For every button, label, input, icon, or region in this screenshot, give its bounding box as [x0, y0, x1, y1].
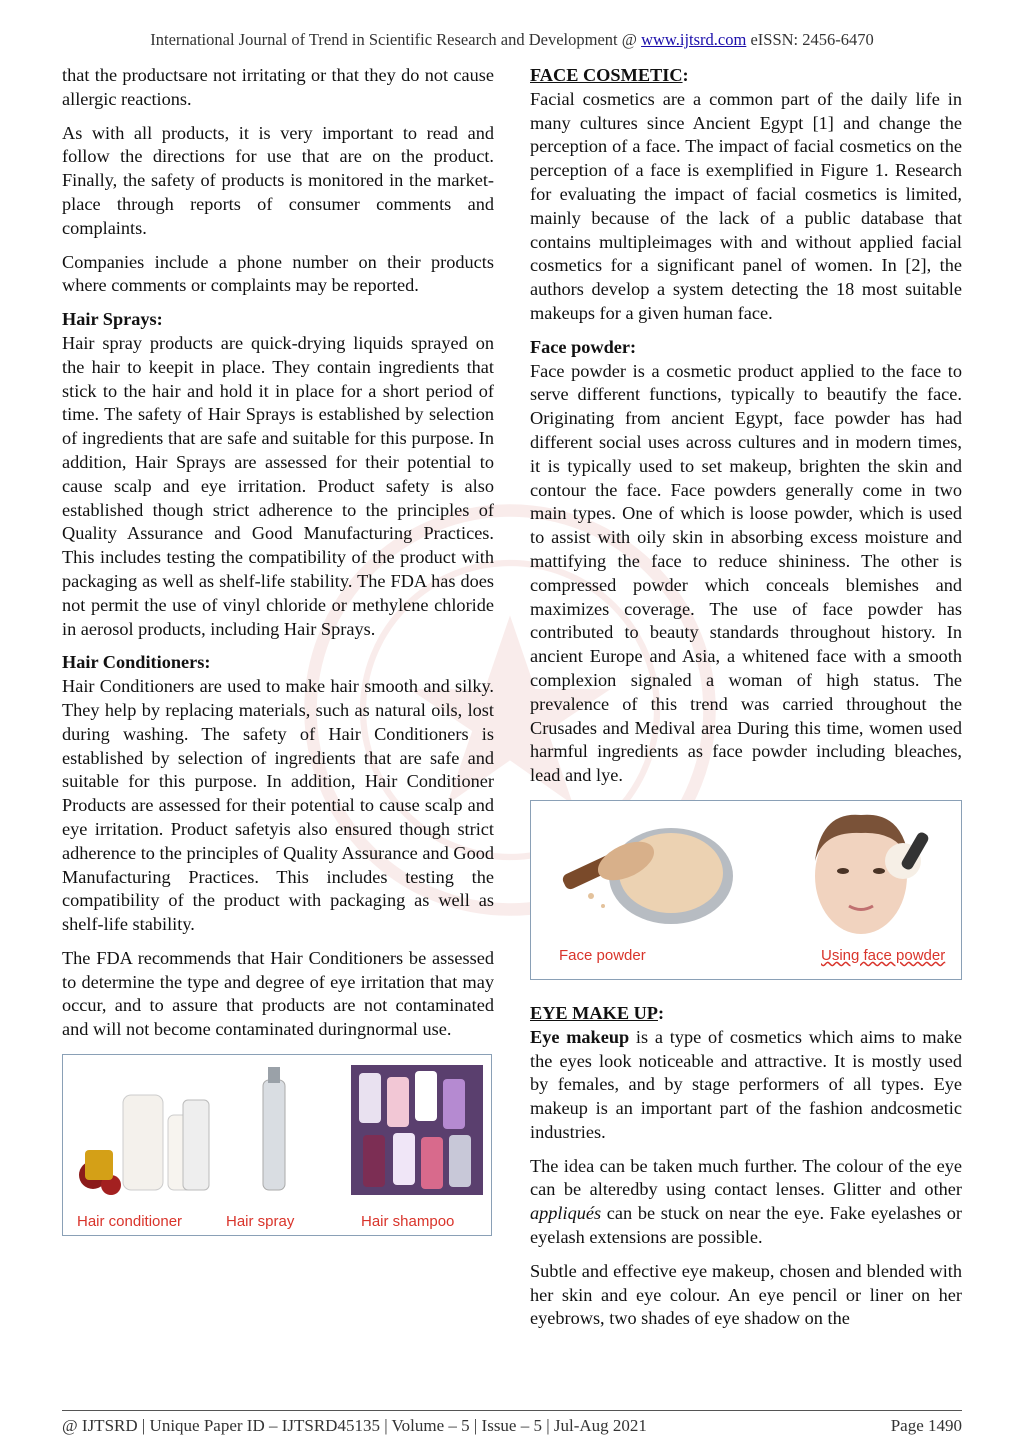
face-powder-figure — [530, 800, 962, 980]
page-number: Page 1490 — [890, 1416, 962, 1435]
running-footer — [62, 1416, 962, 1436]
section-heading-face-powder: Face powder: — [530, 336, 637, 357]
paragraph: Companies include a phone number on their products where comments or complaints may be reported. — [62, 251, 494, 296]
journal-url-link[interactable]: www.ijtsrd.com — [641, 30, 747, 49]
paragraph: Facial cosmetics are a common part of the daily life in many cultures since Ancient Egypt [1] and change the perception of a face. The impact of facial cosmetics on the perception of a face is exemplified in Figure 1. Research for evaluating the impact of facial cosmetics is limited, mainly because of the lack of a public database that contains multipleimages with and without applied facial cosmetics for a significant panel of women. In [2], the authors develop a system detecting the 18 most suitable makeups for a given human face. — [530, 88, 962, 323]
journal-issn: eISSN: 2456-6470 — [746, 30, 874, 49]
journal-name: International Journal of Trend in Scientific Research and Development @ — [150, 30, 642, 49]
paragraph: The idea can be taken much further. The colour of the eye can be alteredby using contact lenses. Glitter and other appliqués can be stuck on near the eye. Fake eyelashes or eyelash extensions are possible. — [530, 1155, 962, 1248]
section-heading-eye-make-up: EYE MAKE UP: — [530, 1002, 665, 1023]
figure-caption: Face powder — [559, 946, 646, 964]
paragraph: Subtle and effective eye makeup, chosen and blended with her skin and eye colour. An eye pencil or liner on her eyebrows, two shades of eye shadow on the — [530, 1260, 962, 1329]
paragraph: Hair spray products are quick-drying liquids sprayed on the hair to keepit in place. They contain ingredients that stick to the hair and hold it in place for a short period of time. The safety of Hair Sprays is established by selection of ingredients that are safe and suitable for this purpose. In addition, Hair Sprays are assessed for their potential to cause scalp and eye irritation. Product safety is also established though strict adherence to the principles of Quality Assurance and Good Manufacturing Practices. This includes testing the compatibility of the product with packaging as well as shelf-life stability. The FDA has does not permit the use of vinyl chloride or methylene chloride in aerosol products, including Hair Sprays. — [62, 332, 494, 639]
figure-caption: Hair conditioner — [77, 1213, 183, 1231]
hair-products-image — [63, 1055, 491, 1235]
figure-caption: Hair shampoo — [361, 1213, 455, 1231]
section-heading-hair-conditioners: Hair Conditioners: — [62, 652, 211, 673]
section-heading-face-cosmetic: FACE COSMETIC: — [530, 65, 689, 85]
footer-citation: @ IJTSRD | Unique Paper ID – IJTSRD45135 | Volume – 5 | Issue – 5 | Jul-Aug 2021 — [62, 1416, 647, 1435]
section-heading-hair-sprays: Hair Sprays: — [62, 309, 163, 330]
figure-caption: Using face powder — [821, 946, 946, 964]
footer-divider — [62, 1410, 962, 1411]
paragraph: Face powder is a cosmetic product applied to the face to serve different functions, typically to beautify the face. Originating from ancient Egypt, face powder has had different social uses across cultures and in modern times, it is typically used to set makeup, brighten the skin and contour the face. Face powders generally come in two main types. One of which is loose powder, which is used to assist with oily skin in absorbing excess moisture and mattifying the face to reduce shininess. The other is compressed powder which conceals blemishes and maximizes coverage. The use of face powder has contributed to beauty standards throughout history. In ancient Europe and Asia, a whitened face with a smooth complexion signaled a woman of high status. The prevalence of this trend was carried throughout the Crusades and Medival area During this time, women used harmful ingredients as face powder including bleaches, lead and lye. — [530, 360, 962, 786]
paragraph: Hair Conditioners are used to make hair smooth and silky. They help by replacing materials, such as natural oils, lost during washing. The safety of Hair Conditioners is established by selection of ingredients that are safe and suitable for this purpose. In addition, Hair Conditioner Products are assessed for their potential to cause scalp and eye irritation. Product safetyis also ensured though strict adherence to the principles of Quality Assurance and Good Manufacturing Practices. This includes testing the compatibility of the product with packaging as well as shelf-life stability. — [62, 676, 494, 935]
left-column — [62, 64, 494, 1236]
figure-caption: Hair spray — [226, 1213, 295, 1231]
paragraph: The FDA recommends that Hair Conditioners be assessed to determine the type and degree of eye irritation that may occur, and to assure that products are not contaminated and will not become contaminated duringnormal use. — [62, 947, 494, 1040]
paragraph: that the productsare not irritating or that they do not cause allergic reactions. — [62, 65, 494, 109]
hair-products-figure — [62, 1054, 492, 1236]
paragraph: Eye makeup is a type of cosmetics which aims to make the eyes look noticeable and attractive. It is mostly used by females, and by stage performers of all types. Eye makeup is an important part of the fashion andcosmetic industries. — [530, 1026, 962, 1142]
running-header — [0, 30, 1024, 50]
paragraph: As with all products, it is very important to read and follow the directions for use that are on the product. Finally, the safety of products is monitored in the market-place through reports of consumer comments and complaints. — [62, 122, 494, 238]
right-column — [530, 64, 962, 1341]
